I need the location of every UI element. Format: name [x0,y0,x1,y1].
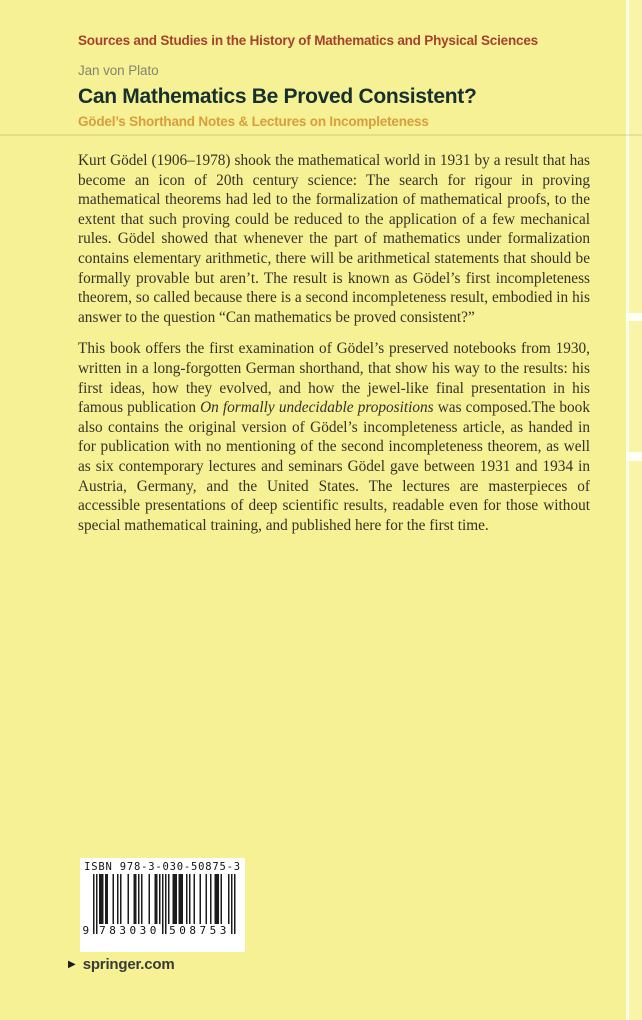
blurb-paragraph-2-after: was composed.The book also contains the original version of Gödel’s incompleteness article, as handed in for publication with no mentioning of the second incompleteness theorem, as well as six contemporary lectures and seminars Gödel gave between 1931 and 1934 in Austria, Germany, and the United States. The lectures are masterpieces of accessible presentations of deep scientific results, readable even for those without special mathematical training, and published here for the first time. [78,399,590,534]
blurb-paragraph-2 [78,339,590,535]
jacket-notch-bottom [626,452,642,461]
isbn-barcode-panel [80,858,245,952]
barcode-digits-right-group: 508753 [169,924,230,937]
blurb-paragraph-2-before: This book offers the first examination of Gödel’s preserved notebooks from 1930, written in a long-forgotten German shorthand, that show his way to the results: his first ideas, how they evolved, and how the jewel-like final presentation in his famous publication [78,340,590,417]
book-subtitle: Gödel’s Shorthand Notes & Lectures on Incompleteness [78,114,429,129]
blurb-paragraph-1: Kurt Gödel (1906–1978) shook the mathematical world in 1931 by a result that has become an icon of 20th century science: The search for rigour in proving mathematical theorems had led to the formalization of mathematical proofs, to the extent that such proving could be reduced to the application of a few mechanical rules. Gödel showed that whenever the part of mathematics under formalization contains elementary arithmetic, there will be arithmetical statements that should be formally provable but aren’t. The result is known as Gödel’s first incompleteness theorem, so called because there is a second incompleteness result, embodied in his answer to the question “Can mathematics be proved consistent?” [78,152,590,326]
springer-website: springer.com [82,956,175,973]
book-title: Can Mathematics Be Proved Consistent? [78,85,477,108]
barcode-digits [83,924,243,937]
ean13-barcode [83,874,243,938]
springer-footer [68,956,175,973]
isbn-number: ISBN 978-3-030-50875-3 [84,861,241,873]
jacket-notch-top [626,313,642,321]
barcode-digits-left-group: 783030 [99,924,160,937]
blurb-publication-title: On formally undecidable propositions [200,399,434,417]
page-edge-line [626,0,629,1020]
series-title: Sources and Studies in the History of Mathematics and Physical Sciences [78,33,538,48]
author-name: Jan von Plato [78,63,159,78]
back-cover-blurb [78,151,590,535]
page-edge-strip [629,0,642,1020]
cover-text-column [78,0,590,547]
springer-arrow-icon: ▶ [68,958,76,970]
barcode-digit-lead: 9 [82,924,90,937]
